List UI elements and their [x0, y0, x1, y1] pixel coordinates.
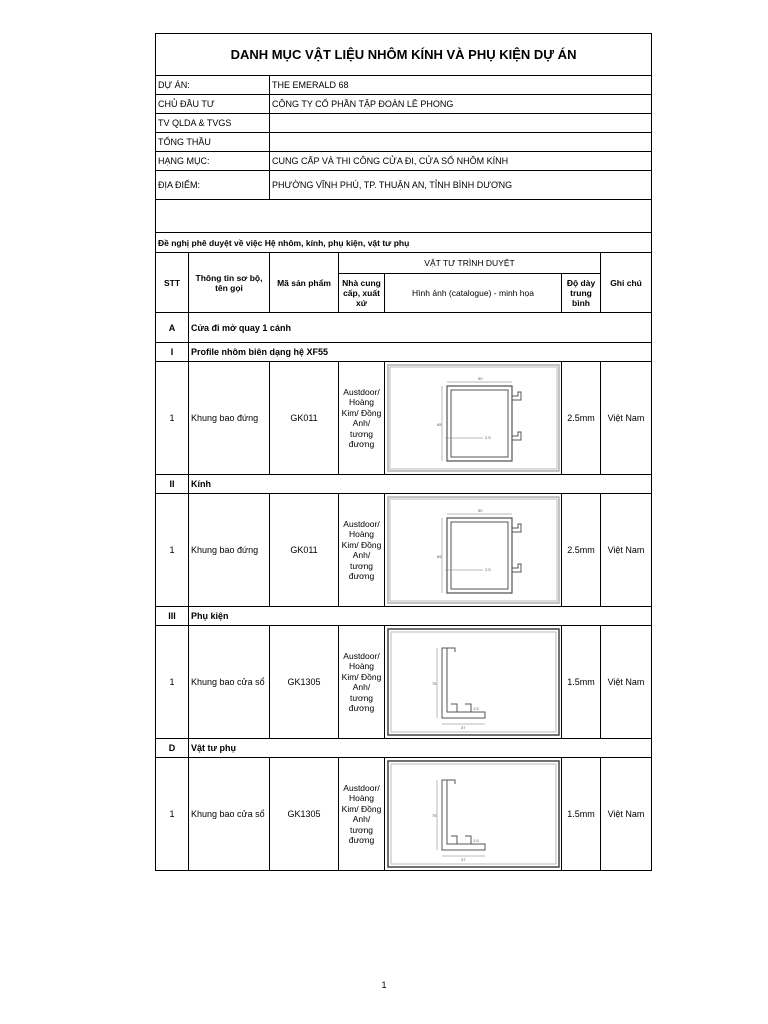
item-note: Việt Nam — [601, 626, 652, 739]
window-frame-profile-drawing — [387, 628, 560, 736]
svg-text:37: 37 — [460, 857, 465, 862]
section-mark: I — [156, 343, 189, 362]
svg-text:1.5: 1.5 — [472, 838, 479, 843]
info-label: TV QLDA & TVGS — [156, 114, 270, 133]
item-supplier: Austdoor/ Hoàng Kim/ Đồng Anh/ tương đương — [339, 494, 385, 607]
item-drawing — [385, 494, 562, 607]
header-code: Mã sản phẩm — [270, 253, 339, 313]
item-stt: 1 — [156, 494, 189, 607]
item-thickness: 2.5mm — [562, 362, 601, 475]
info-value: THE EMERALD 68 — [270, 76, 652, 95]
svg-text:65: 65 — [436, 554, 441, 559]
material-list-sheet — [155, 33, 651, 871]
info-value: CÔNG TY CỔ PHẦN TẬP ĐOÀN LÊ PHONG — [270, 95, 652, 114]
svg-text:50: 50 — [477, 376, 482, 381]
info-value: CUNG CẤP VÀ THI CÔNG CỬA ĐI, CỬA SỔ NHÔM KÍNH — [270, 152, 652, 171]
section-title: Vật tư phụ — [189, 739, 652, 758]
item-thickness: 1.5mm — [562, 758, 601, 871]
proposal-text: Đề nghị phê duyệt về việc Hệ nhôm, kính, phụ kiện, vật tư phụ — [156, 233, 652, 253]
item-name: Khung bao cửa sổ — [189, 758, 270, 871]
section-title: Kính — [189, 475, 652, 494]
item-supplier: Austdoor/ Hoàng Kim/ Đồng Anh/ tương đương — [339, 362, 385, 475]
header-image: Hình ảnh (catalogue) - minh họa — [385, 274, 562, 313]
table-row — [156, 758, 652, 871]
item-thickness: 2.5mm — [562, 494, 601, 607]
svg-text:75: 75 — [431, 681, 436, 686]
blank-row — [156, 200, 652, 233]
info-value: PHƯỜNG VĨNH PHÚ, TP. THUẬN AN, TỈNH BÌNH DƯƠNG — [270, 171, 652, 200]
item-code: GK011 — [270, 362, 339, 475]
item-drawing — [385, 758, 562, 871]
header-info: Thông tin sơ bộ, tên gọi — [189, 253, 270, 313]
item-name: Khung bao đứng — [189, 362, 270, 475]
info-label: CHỦ ĐẦU TƯ — [156, 95, 270, 114]
svg-text:2.5: 2.5 — [484, 567, 491, 572]
svg-text:50: 50 — [477, 508, 482, 513]
item-drawing — [385, 626, 562, 739]
item-code: GK1305 — [270, 626, 339, 739]
item-stt: 1 — [156, 758, 189, 871]
frame-profile-drawing — [387, 496, 560, 604]
item-name: Khung bao cửa sổ — [189, 626, 270, 739]
header-supplier: Nhà cung cấp, xuất xứ — [339, 274, 385, 313]
item-stt: 1 — [156, 362, 189, 475]
header-stt: STT — [156, 253, 189, 313]
svg-text:37: 37 — [460, 725, 465, 730]
info-label: HẠNG MỤC: — [156, 152, 270, 171]
material-table — [155, 33, 652, 871]
section-title: Cửa đi mở quay 1 cánh — [189, 313, 652, 343]
svg-text:75: 75 — [431, 813, 436, 818]
table-row — [156, 362, 652, 475]
header-thickness: Độ dày trung bình — [562, 274, 601, 313]
window-frame-profile-drawing — [387, 760, 560, 868]
info-value — [270, 114, 652, 133]
item-code: GK1305 — [270, 758, 339, 871]
svg-text:2.5: 2.5 — [484, 435, 491, 440]
section-mark: III — [156, 607, 189, 626]
section-mark: A — [156, 313, 189, 343]
item-name: Khung bao đứng — [189, 494, 270, 607]
svg-text:1.5: 1.5 — [472, 706, 479, 711]
item-stt: 1 — [156, 626, 189, 739]
table-row — [156, 494, 652, 607]
item-supplier: Austdoor/ Hoàng Kim/ Đồng Anh/ tương đương — [339, 626, 385, 739]
info-label: DỰ ÁN: — [156, 76, 270, 95]
section-mark: II — [156, 475, 189, 494]
item-note: Việt Nam — [601, 758, 652, 871]
section-title: Phụ kiện — [189, 607, 652, 626]
page-number: 1 — [381, 980, 387, 990]
svg-text:65: 65 — [436, 422, 441, 427]
info-label: ĐỊA ĐIỂM: — [156, 171, 270, 200]
item-note: Việt Nam — [601, 494, 652, 607]
item-code: GK011 — [270, 494, 339, 607]
table-row — [156, 626, 652, 739]
item-supplier: Austdoor/ Hoàng Kim/ Đồng Anh/ tương đương — [339, 758, 385, 871]
header-group: VẬT TƯ TRÌNH DUYỆT — [339, 253, 601, 274]
section-mark: D — [156, 739, 189, 758]
item-drawing — [385, 362, 562, 475]
frame-profile-drawing — [387, 364, 560, 472]
section-title: Profile nhôm biên dạng hệ XF55 — [189, 343, 652, 362]
info-label: TỔNG THẦU — [156, 133, 270, 152]
item-note: Việt Nam — [601, 362, 652, 475]
info-value — [270, 133, 652, 152]
document-title: DANH MỤC VẬT LIỆU NHÔM KÍNH VÀ PHỤ KIỆN DỰ ÁN — [156, 34, 652, 76]
item-thickness: 1.5mm — [562, 626, 601, 739]
header-note: Ghi chú — [601, 253, 652, 313]
